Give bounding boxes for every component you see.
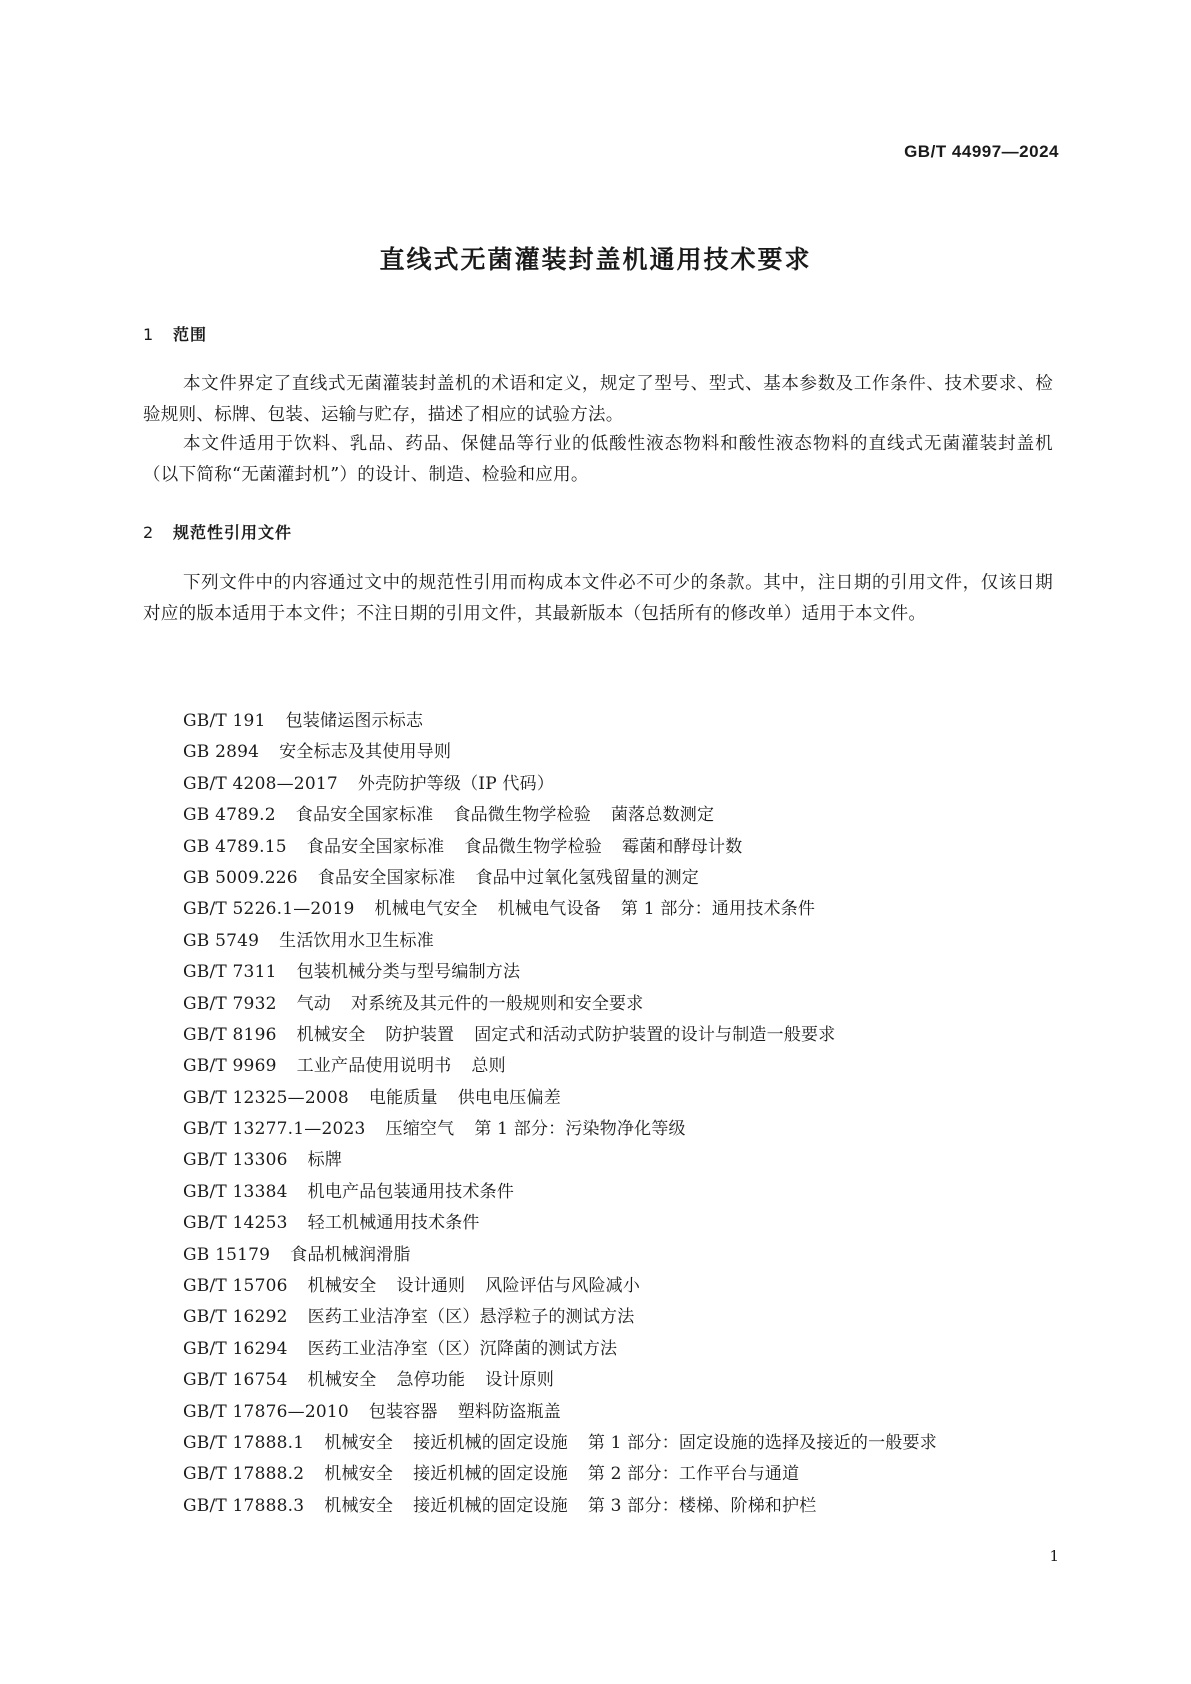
reference-code: GB/T 13384 xyxy=(183,1181,288,1202)
reference-title-part: 包装储运图示标志 xyxy=(285,711,424,731)
reference-code: GB 4789.15 xyxy=(183,836,287,857)
reference-title-part: 食品中过氧化氢残留量的测定 xyxy=(475,867,700,888)
reference-title-part: 轻工机械通用技术条件 xyxy=(307,1213,480,1234)
section-1-title: 范围 xyxy=(173,325,208,344)
reference-title-part: 电能质量 xyxy=(368,1087,438,1108)
reference-code: GB/T 16754 xyxy=(183,1370,288,1391)
reference-title-part: 机械安全 xyxy=(296,1024,366,1045)
reference-code: GB/T 5226.1—2019 xyxy=(183,899,355,920)
reference-title-part: 塑料防盗瓶盖 xyxy=(457,1401,561,1422)
reference-title-part: 医药工业洁净室（区）沉降菌的测试方法 xyxy=(307,1338,618,1359)
reference-item xyxy=(183,1051,957,1082)
reference-item xyxy=(183,1302,957,1333)
reference-item xyxy=(183,1020,957,1051)
reference-title-part: 标牌 xyxy=(307,1150,343,1171)
reference-code: GB 5749 xyxy=(183,930,260,951)
reference-title-part: 外壳防护等级（IP 代码） xyxy=(357,773,555,794)
reference-code: GB 4789.2 xyxy=(183,805,276,826)
reference-item xyxy=(183,1365,957,1396)
reference-code: GB/T 16292 xyxy=(183,1307,288,1328)
reference-item xyxy=(183,894,957,925)
reference-title-part: 食品安全国家标准 xyxy=(306,836,445,857)
reference-item xyxy=(183,989,957,1020)
reference-item xyxy=(183,769,957,800)
reference-list xyxy=(183,706,957,1522)
reference-title-part: 包装机械分类与型号编制方法 xyxy=(296,962,521,983)
reference-item xyxy=(183,926,957,957)
scope-paragraph-1: 本文件界定了直线式无菌灌装封盖机的术语和定义，规定了型号、型式、基本参数及工作条件、技术要求、检验规则、标牌、包装、运输与贮存，描述了相应的试验方法。 xyxy=(143,374,1053,425)
reference-code: GB/T 4208—2017 xyxy=(183,773,338,794)
reference-title-part: 压缩空气 xyxy=(385,1119,455,1140)
reference-title-part: 接近机械的固定设施 xyxy=(413,1495,568,1516)
reference-item xyxy=(183,1114,957,1145)
reference-title-part: 机械安全 xyxy=(307,1370,377,1391)
reference-code: GB/T 9969 xyxy=(183,1056,277,1077)
reference-title-part: 急停功能 xyxy=(396,1370,466,1391)
reference-title-part: 生活饮用水卫生标准 xyxy=(279,930,434,951)
reference-title-part: 机电产品包装通用技术条件 xyxy=(307,1181,515,1202)
reference-title-part: 风险评估与风险减小 xyxy=(485,1276,641,1297)
section-2-number: 2 xyxy=(143,523,155,542)
standard-number: GB/T 44997—2024 xyxy=(904,142,1059,161)
section-2-heading xyxy=(143,520,292,543)
reference-code: GB/T 8196 xyxy=(183,1024,277,1045)
reference-title-part: 接近机械的固定设施 xyxy=(413,1432,568,1453)
reference-code: GB/T 16294 xyxy=(183,1338,288,1359)
reference-title-part: 机械安全 xyxy=(324,1495,394,1516)
reference-title-part: 防护装置 xyxy=(385,1024,455,1045)
reference-title-part: 对系统及其元件的一般规则和安全要求 xyxy=(351,993,644,1014)
reference-code: GB 5009.226 xyxy=(183,867,298,888)
reference-item xyxy=(183,1334,957,1365)
reference-title-part: 医药工业洁净室（区）悬浮粒子的测试方法 xyxy=(307,1307,635,1328)
reference-code: GB/T 14253 xyxy=(183,1213,288,1234)
reference-item xyxy=(183,863,957,894)
reference-item xyxy=(183,957,957,988)
reference-title-part: 总则 xyxy=(471,1056,506,1077)
reference-item xyxy=(183,706,957,737)
reference-title-part: 机械安全 xyxy=(307,1276,377,1297)
reference-title-part: 第 3 部分：楼梯、阶梯和护栏 xyxy=(587,1495,817,1516)
reference-code: GB 15179 xyxy=(183,1244,271,1265)
reference-code: GB/T 191 xyxy=(183,711,266,731)
references-intro: 下列文件中的内容通过文中的规范性引用而构成本文件必不可少的条款。其中，注日期的引用文件，仅该日期对应的版本适用于本文件；不注日期的引用文件，其最新版本（包括所有的修改单）适用于本文件。 xyxy=(143,573,1053,624)
reference-code: GB/T 17888.2 xyxy=(183,1464,305,1485)
reference-code: GB/T 13306 xyxy=(183,1150,288,1171)
section-1-number: 1 xyxy=(143,325,155,344)
section-1-heading xyxy=(143,322,207,345)
reference-title-part: 接近机械的固定设施 xyxy=(413,1464,568,1485)
reference-item xyxy=(183,1177,957,1208)
reference-item xyxy=(183,1428,957,1459)
reference-item xyxy=(183,1397,957,1428)
reference-title-part: 设计通则 xyxy=(396,1276,466,1297)
reference-code: GB/T 12325—2008 xyxy=(183,1087,349,1108)
reference-item xyxy=(183,1083,957,1114)
reference-title-part: 第 1 部分：污染物净化等级 xyxy=(474,1119,686,1140)
reference-item xyxy=(183,1459,957,1490)
document-title: 直线式无菌灌装封盖机通用技术要求 xyxy=(379,245,812,274)
reference-title-part: 食品安全国家标准 xyxy=(317,867,456,888)
reference-title-part: 第 1 部分：固定设施的选择及接近的一般要求 xyxy=(587,1432,937,1453)
reference-code: GB/T 17876—2010 xyxy=(183,1401,349,1422)
reference-title-part: 机械电气设备 xyxy=(497,899,601,920)
reference-title-part: 机械安全 xyxy=(324,1464,394,1485)
reference-code: GB 2894 xyxy=(183,742,260,763)
reference-code: GB/T 13277.1—2023 xyxy=(183,1119,366,1140)
reference-item xyxy=(183,800,957,831)
reference-item xyxy=(183,1208,957,1239)
reference-title-part: 设计原则 xyxy=(485,1370,555,1391)
reference-title-part: 食品微生物学检验 xyxy=(453,805,591,826)
reference-title-part: 气动 xyxy=(296,993,332,1014)
reference-code: GB/T 7932 xyxy=(183,993,277,1014)
reference-title-part: 食品安全国家标准 xyxy=(295,805,434,826)
reference-item xyxy=(183,1240,957,1271)
reference-code: GB/T 17888.3 xyxy=(183,1495,305,1516)
section-2-title: 规范性引用文件 xyxy=(173,523,293,542)
reference-title-part: 包装容器 xyxy=(368,1401,438,1422)
reference-title-part: 机械电气安全 xyxy=(374,899,478,920)
reference-title-part: 机械安全 xyxy=(324,1432,394,1453)
reference-code: GB/T 15706 xyxy=(183,1276,288,1297)
reference-item xyxy=(183,737,957,768)
reference-title-part: 食品微生物学检验 xyxy=(464,836,602,857)
reference-item xyxy=(183,1271,957,1302)
reference-item xyxy=(183,1491,957,1522)
reference-title-part: 第 1 部分：通用技术条件 xyxy=(620,899,816,920)
reference-item xyxy=(183,832,957,863)
page-number: 1 xyxy=(1049,1547,1059,1565)
reference-title-part: 工业产品使用说明书 xyxy=(296,1056,452,1077)
reference-title-part: 固定式和活动式防护装置的设计与制造一般要求 xyxy=(474,1024,836,1045)
reference-title-part: 安全标志及其使用导则 xyxy=(279,742,452,763)
reference-item xyxy=(183,1145,957,1176)
reference-title-part: 第 2 部分：工作平台与通道 xyxy=(587,1464,800,1485)
scope-paragraph-2: 本文件适用于饮料、乳品、药品、保健品等行业的低酸性液态物料和酸性液态物料的直线式无菌灌装封盖机（以下简称“无菌灌封机”）的设计、制造、检验和应用。 xyxy=(143,434,1053,485)
reference-title-part: 霉菌和酵母计数 xyxy=(622,836,743,857)
reference-code: GB/T 17888.1 xyxy=(183,1432,305,1453)
reference-title-part: 供电电压偏差 xyxy=(457,1087,561,1108)
reference-title-part: 菌落总数测定 xyxy=(610,805,715,826)
reference-code: GB/T 7311 xyxy=(183,962,277,983)
reference-title-part: 食品机械润滑脂 xyxy=(290,1244,411,1265)
